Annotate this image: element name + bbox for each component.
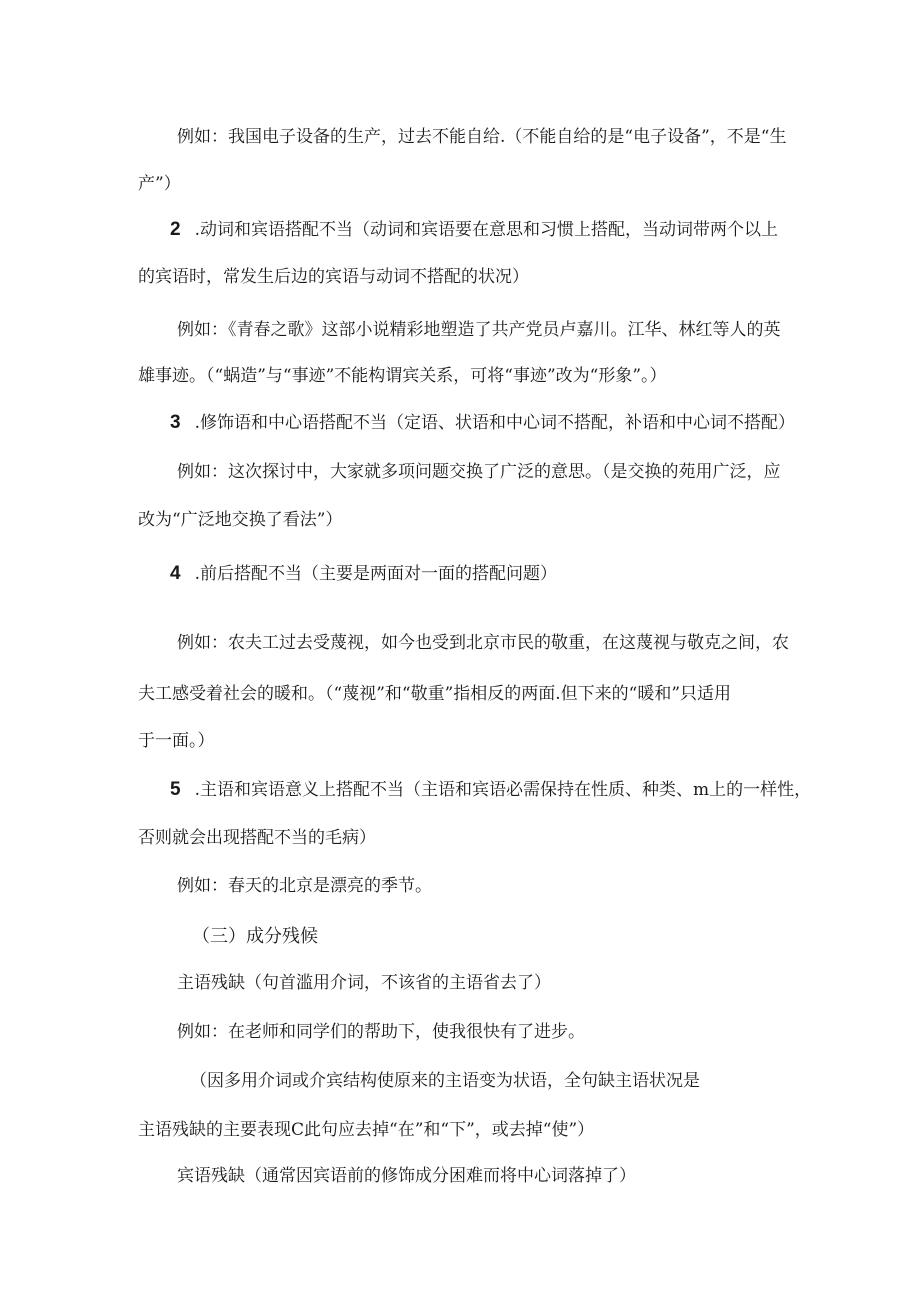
note-line: 主语残缺的主要表现C此句应去掉“在”和“下”，或去掉“使”）: [138, 1120, 595, 1140]
heading-text: .动词和宾语搭配不当（动词和宾语要在意思和习惯上搭配，当动词带两个以上: [194, 220, 778, 240]
example-line: 例如：《青春之歌》这部小说精彩地塑造了共产党员卢嘉川。江华、林红等人的英: [177, 320, 781, 340]
section-heading: [170, 411, 795, 435]
subheading: 主语残缺（句首滥用介词，不该省的主语省去了）: [177, 973, 551, 993]
subsection-title: （三）成分残候: [192, 926, 318, 947]
item-number: 5: [170, 779, 181, 800]
item-number: 3: [170, 412, 181, 433]
subheading: 宾语残缺（通常因宾语前的修饰成分困难而将中心词落掉了）: [177, 1166, 636, 1186]
example-line: 例如：在老师和同学们的帮助下，使我很快有了进步。: [177, 1022, 585, 1042]
item-number: 4: [170, 563, 181, 584]
example-line: 夫工感受着社会的暖和。（“蔑视”和“敬重”指相反的两面.但下来的“暖和”只适用: [138, 684, 732, 704]
section-heading: [170, 218, 778, 242]
heading-continuation: 的宾语时，常发生后边的宾语与动词不搭配的状况）: [138, 267, 529, 287]
example-line: 于一面。）: [138, 731, 215, 751]
example-line: 例如：我国电子设备的生产，过去不能自给.（不能自给的是“电子设备”，不是“生: [177, 127, 787, 147]
example-line: 例如：这次探讨中，大家就多项问题交换了广泛的意思。（是交换的苑用广泛，应: [177, 462, 781, 482]
heading-text: .主语和宾语意义上搭配不当（主语和宾语必需保持在性质、种类、m上的一样性，: [194, 780, 812, 800]
section-heading: [170, 562, 557, 586]
example-line: 雄事迹。（“蜗造”与“事迹”不能构谓宾关系，可将“事迹”改为“形象”。）: [138, 366, 667, 386]
section-heading: [170, 778, 811, 802]
heading-text: .前后搭配不当（主要是两面对一面的搭配问题）: [194, 564, 557, 584]
heading-text: .修饰语和中心语搭配不当（定语、状语和中心词不搭配，补语和中心词不搭配）: [194, 413, 795, 433]
note-line: （因多用介词或介宾结构使原来的主语变为状语，全句缺主语状况是: [190, 1071, 700, 1091]
example-line: 例如：春天的北京是漂亮的季节。: [177, 876, 432, 896]
example-line: 例如：农夫工过去受蔑视，如今也受到北京市民的敬重，在这蔑视与敬克之间，农: [177, 633, 789, 653]
example-line: 改为“广泛地交换了看法”）: [138, 510, 343, 530]
example-line: 产”）: [138, 174, 181, 194]
item-number: 2: [170, 219, 181, 240]
heading-continuation: 否则就会出现搭配不当的毛病）: [138, 828, 376, 848]
